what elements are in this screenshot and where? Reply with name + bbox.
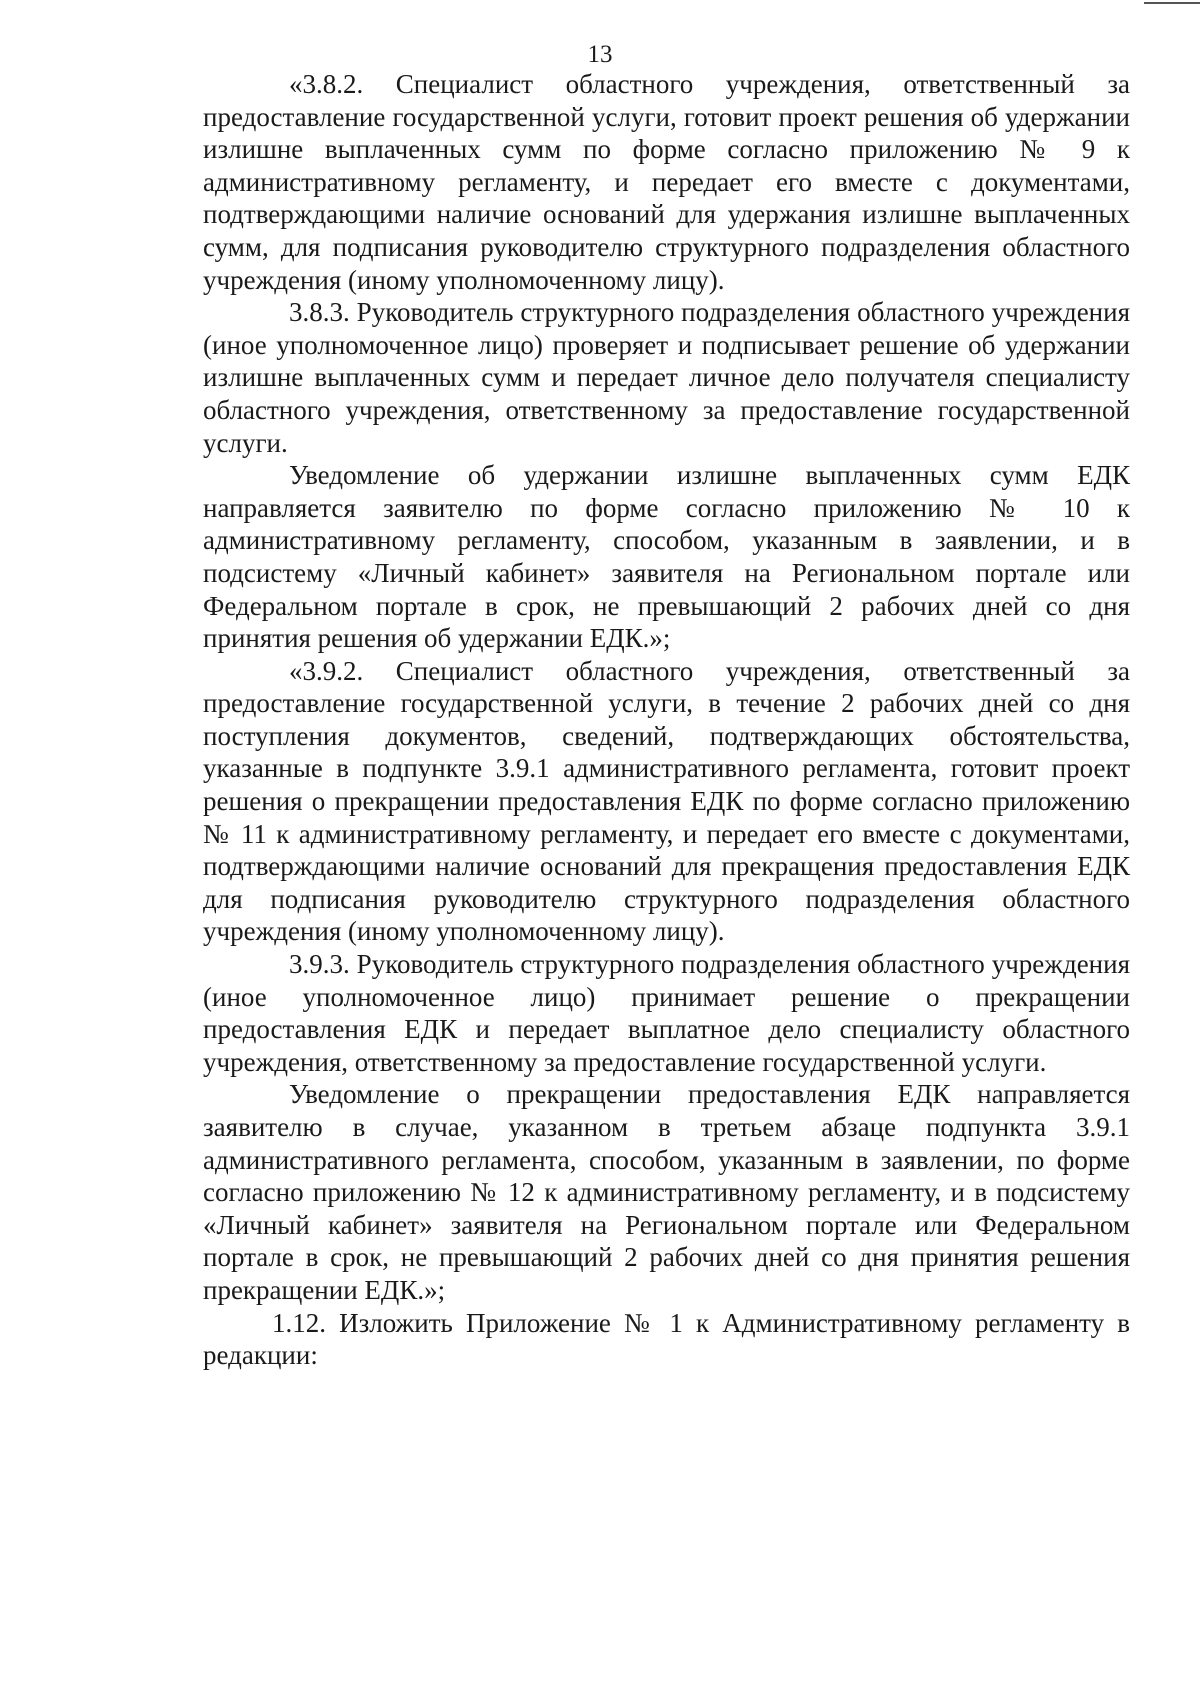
paragraph-3-9-2: «3.9.2. Специалист областного учреждения, ответственный за предоставление государственной услуги, в течение 2 рабочих дней со дня поступления документов, сведений, подтверждающих обстоятельства, указанные в подпункте 3.9.1 административного регламента, готовит проект решения о прекращении предоставления ЕДК по форме согласно приложению № 11 к административному регламенту, и передает его вместе с документами, подтверждающими наличие оснований для прекращения предоставления ЕДК для подписания руководителю структурного подразделения областного учреждения (иному уполномоченному лицу).: [203, 655, 1130, 947]
paragraph-3-9-3: 3.9.3. Руководитель структурного подразделения областного учреждения (иное уполномоченное лицо) принимает решение о прекращении предоставления ЕДК и передает выплатное дело специалисту областного учреждения, ответственному за предоставление государственной услуги.: [203, 949, 1130, 1077]
document-body: [203, 68, 1130, 1372]
paragraph-3-8-2: «3.8.2. Специалист областного учреждения, ответственный за предоставление государственной услуги, готовит проект решения об удержании излишне выплаченных сумм по форме согласно приложению № 9 к административному регламенту, и передает его вместе с документами, подтверждающими наличие оснований для удержания излишне выплаченных сумм, для подписания руководителю структурного подразделения областного учреждения (иному уполномоченному лицу).: [203, 69, 1130, 295]
page-number: 13: [587, 41, 613, 68]
paragraph-notice-termination: Уведомление о прекращении предоставления ЕДК направляется заявителю в случае, указанном в третьем абзаце подпункта 3.9.1 административного регламента, способом, указанным в заявлении, по форме согласно приложению № 12 к административному регламенту, и в подсистему «Личный кабинет» заявителя на Региональном портале или Федеральном портале в срок, не превышающий 2 рабочих дней со дня принятия решения прекращении ЕДК.»;: [203, 1079, 1130, 1305]
scan-edge-mark: [1144, 2, 1200, 4]
paragraph-1-12: 1.12. Изложить Приложение № 1 к Административному регламенту в редакции:: [203, 1307, 1130, 1371]
paragraph-3-8-3: 3.8.3. Руководитель структурного подразделения областного учреждения (иное уполномоченное лицо) проверяет и подписывает решение об удержании излишне выплаченных сумм и передает личное дело получателя специалисту областного учреждения, ответственному за предоставление государственной услуги.: [203, 297, 1130, 458]
paragraph-notice-withholding: Уведомление об удержании излишне выплаченных сумм ЕДК направляется заявителю по форме согласно приложению № 10 к административному регламенту, способом, указанным в заявлении, и в подсистему «Личный кабинет» заявителя на Региональном портале или Федеральном портале в срок, не превышающий 2 рабочих дней со дня принятия решения об удержании ЕДК.»;: [203, 460, 1130, 654]
